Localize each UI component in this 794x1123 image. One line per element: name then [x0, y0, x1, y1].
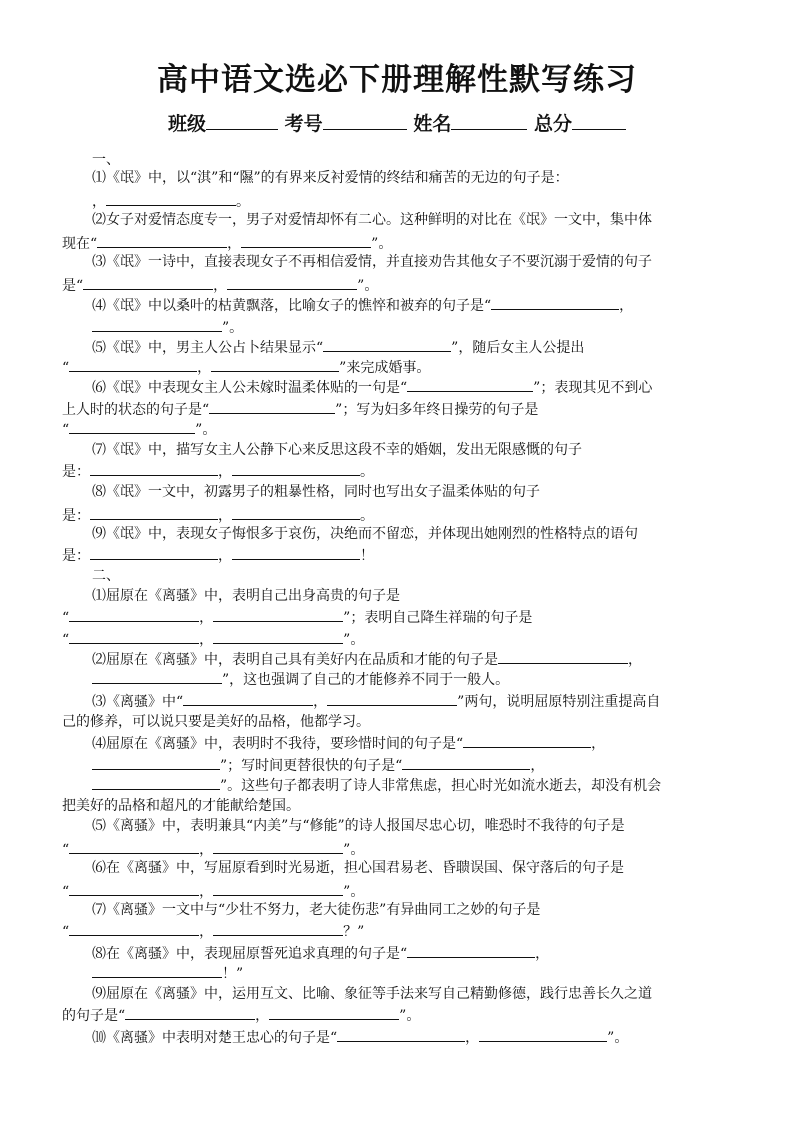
- question-text: 是：: [62, 548, 90, 564]
- question-text: “: [62, 884, 70, 900]
- question-line: [92, 858, 736, 878]
- question-text: 二、: [92, 568, 120, 584]
- question-line: [92, 732, 736, 754]
- question-text: ，: [313, 694, 328, 710]
- question-line: [62, 544, 736, 566]
- question-text: 的句子是“: [62, 1008, 126, 1024]
- question-line: [92, 150, 736, 170]
- answer-blank[interactable]: [213, 880, 343, 896]
- score-label: 总分: [533, 113, 572, 135]
- question-line: [92, 984, 736, 1004]
- answer-blank[interactable]: [92, 774, 220, 790]
- question-text: ，: [591, 736, 606, 752]
- score-blank[interactable]: [572, 111, 626, 130]
- question-text: ”。: [343, 842, 365, 858]
- question-text: ，: [199, 924, 214, 940]
- question-line: [92, 1026, 736, 1048]
- question-text: 一、: [92, 152, 120, 168]
- question-text: ，: [227, 236, 242, 252]
- question-text: ！: [360, 548, 374, 564]
- exam-no-label: 考号: [284, 113, 323, 135]
- question-line: [62, 274, 736, 296]
- question-text: ，: [465, 1030, 480, 1046]
- answer-blank[interactable]: [211, 356, 339, 372]
- question-text: ”。这些句子都表明了诗人非常焦虑，担心时光如流水逝去，却没有机会: [220, 778, 662, 794]
- question-line: [92, 648, 736, 670]
- question-text: ”。: [371, 236, 393, 252]
- question-line: [62, 606, 736, 628]
- answer-blank[interactable]: [227, 274, 357, 290]
- question-line: [62, 504, 736, 526]
- question-text: ”。: [343, 632, 365, 648]
- question-text: ”；表明自己降生祥瑞的句子是: [343, 610, 533, 626]
- answer-blank[interactable]: [92, 754, 220, 770]
- question-text: “: [62, 360, 70, 376]
- question-line: [62, 796, 736, 816]
- question-text: 上人时的状态的句子是“: [62, 402, 210, 418]
- answer-blank[interactable]: [90, 460, 218, 476]
- answer-blank[interactable]: [69, 418, 195, 434]
- question-text: ⑸《离骚》中，表明兼具“内美”与“修能”的诗人报国尽忠心切，唯恐时不我待的句子是: [92, 818, 625, 834]
- question-text: ，: [628, 652, 642, 668]
- question-text: ⑵屈原在《离骚》中，表明自己具有美好内在品质和才能的句子是: [92, 652, 498, 668]
- question-text: “: [62, 610, 70, 626]
- question-text: ，: [199, 884, 214, 900]
- question-line: [92, 168, 736, 188]
- answer-blank[interactable]: [69, 606, 199, 622]
- question-text: ”。: [343, 884, 365, 900]
- question-text: ”；写为妇多年终日操劳的句子是: [335, 402, 539, 418]
- question-text: ”，随后女主人公提出: [451, 340, 585, 356]
- question-line: [92, 566, 736, 586]
- question-text: ⑺《离骚》一文中与“少壮不努力，老大徒伤悲”有异曲同工之妙的句子是: [92, 902, 541, 918]
- question-text: “: [62, 842, 70, 858]
- question-text: ，: [535, 946, 550, 962]
- exam-no-blank[interactable]: [323, 111, 407, 130]
- answer-blank[interactable]: [491, 294, 619, 310]
- answer-blank[interactable]: [213, 920, 343, 936]
- answer-blank[interactable]: [69, 838, 199, 854]
- question-text: ”来完成婚事。: [339, 360, 431, 376]
- question-text: ，: [218, 508, 232, 524]
- question-text: ⑹在《离骚》中，写屈原看到时光易逝，担心国君易老、昏聩误国、保守落后的句子是: [92, 860, 624, 876]
- question-text: ，: [199, 842, 214, 858]
- question-line: [62, 460, 736, 482]
- question-line: [92, 942, 736, 964]
- question-line: [62, 1004, 736, 1026]
- answer-blank[interactable]: [213, 838, 343, 854]
- question-text: ！”: [222, 966, 244, 982]
- question-line: [62, 838, 736, 860]
- question-line: [62, 880, 736, 902]
- answer-blank[interactable]: [337, 1026, 465, 1042]
- answer-blank[interactable]: [327, 690, 457, 706]
- question-text: ”。: [222, 320, 244, 336]
- question-text: ⑼《氓》中，表现女子悔恨多于哀伤，决绝而不留恋，并体现出她刚烈的性格特点的语句: [92, 526, 638, 542]
- question-text: 是：: [62, 508, 90, 524]
- answer-blank[interactable]: [183, 690, 313, 706]
- name-label: 姓名: [413, 113, 452, 135]
- answer-blank[interactable]: [241, 232, 371, 248]
- page-title: 高中语文选必下册理解性默写练习: [157, 62, 637, 98]
- question-text: ，: [218, 548, 232, 564]
- question-text: ？”: [343, 924, 365, 940]
- answer-blank[interactable]: [69, 920, 199, 936]
- question-line: [92, 190, 736, 212]
- question-line: [92, 210, 736, 230]
- question-text: ”两句，说明屈原特别注重提高自: [457, 694, 661, 710]
- answer-blank[interactable]: [269, 1004, 399, 1020]
- question-line: [92, 754, 736, 776]
- question-line: [62, 232, 736, 254]
- answer-blank[interactable]: [209, 398, 335, 414]
- question-text: ⑻在《离骚》中，表现屈原誓死追求真理的句子是“: [92, 946, 408, 962]
- question-text: 。: [360, 508, 374, 524]
- question-text: ，: [92, 194, 106, 210]
- answer-blank[interactable]: [83, 274, 213, 290]
- question-text: ⑽《离骚》中表明对楚王忠心的句子是“: [92, 1030, 338, 1046]
- question-text: 。: [236, 194, 250, 210]
- question-text: ⑻《氓》一文中，初露男子的粗暴性格，同时也写出女子温柔体贴的句子: [92, 484, 540, 500]
- answer-blank[interactable]: [97, 232, 227, 248]
- answer-blank[interactable]: [232, 544, 360, 560]
- question-text: 是“: [62, 278, 84, 294]
- question-line: [92, 668, 736, 690]
- question-line: [92, 336, 736, 358]
- question-line: [92, 524, 736, 544]
- question-text: ，: [218, 464, 232, 480]
- answer-blank[interactable]: [106, 190, 236, 206]
- answer-blank[interactable]: [479, 1026, 607, 1042]
- question-line: [62, 398, 736, 420]
- student-info-row: [0, 110, 794, 138]
- question-text: ⑴《氓》中，以“淇”和“隰”的有界来反衬爱情的终结和痛苦的无边的句子是：: [92, 170, 569, 186]
- question-line: [92, 294, 736, 316]
- answer-blank[interactable]: [69, 880, 199, 896]
- answer-blank[interactable]: [90, 504, 218, 520]
- question-text: ”，这也强调了自己的才能修养不同于一般人。: [222, 672, 510, 688]
- question-line: [62, 418, 736, 440]
- question-text: ⑶《离骚》中“: [92, 694, 184, 710]
- answer-blank[interactable]: [323, 336, 451, 352]
- question-text: 把美好的品格和超凡的才能献给楚国。: [62, 798, 300, 814]
- question-text: 现在“: [62, 236, 98, 252]
- answer-blank[interactable]: [407, 376, 533, 392]
- class-label: 班级: [168, 113, 207, 135]
- question-line: [92, 252, 736, 272]
- question-line: [92, 482, 736, 502]
- question-text: ，: [199, 610, 214, 626]
- question-line: [92, 816, 736, 836]
- question-text: ”；写时间更替很快的句子是“: [220, 758, 403, 774]
- question-text: ⑷屈原在《离骚》中，表明时不我待，要珍惜时间的句子是“: [92, 736, 464, 752]
- question-line: [62, 356, 736, 378]
- question-text: ⑷《氓》中以桑叶的枯黄飘落，比喻女子的憔悴和被弃的句子是“: [92, 298, 492, 314]
- answer-blank[interactable]: [213, 606, 343, 622]
- question-text: 是：: [62, 464, 90, 480]
- question-text: ”。: [357, 278, 379, 294]
- question-line: [62, 920, 736, 942]
- answer-blank[interactable]: [125, 1004, 255, 1020]
- question-text: 。: [360, 464, 374, 480]
- question-text: ，: [199, 632, 214, 648]
- answer-blank[interactable]: [92, 668, 222, 684]
- question-text: “: [62, 422, 70, 438]
- question-text: ，: [255, 1008, 270, 1024]
- question-text: ”。: [607, 1030, 629, 1046]
- answer-blank[interactable]: [498, 648, 628, 664]
- answer-blank[interactable]: [213, 628, 343, 644]
- question-text: ，: [197, 360, 212, 376]
- question-line: [92, 316, 736, 338]
- answer-blank[interactable]: [92, 316, 222, 332]
- question-line: [92, 690, 736, 712]
- question-text: ⑶《氓》一诗中，直接表现女子不再相信爱情，并直接劝告其他女子不要沉溺于爱情的句子: [92, 254, 652, 270]
- question-text: “: [62, 632, 70, 648]
- question-text: ⑺《氓》中，描写女主人公静下心来反思这段不幸的婚姻，发出无限感慨的句子: [92, 442, 582, 458]
- answer-blank[interactable]: [90, 544, 218, 560]
- question-line: [92, 900, 736, 920]
- answer-blank[interactable]: [69, 628, 199, 644]
- answer-blank[interactable]: [463, 732, 591, 748]
- question-line: [62, 712, 736, 732]
- question-text: ”。: [195, 422, 217, 438]
- answer-blank[interactable]: [69, 356, 197, 372]
- question-text: ”。: [399, 1008, 421, 1024]
- question-line: [92, 962, 736, 984]
- question-text: ，: [530, 758, 545, 774]
- question-text: 己的修养，可以说只要是美好的品格，他都学习。: [62, 714, 370, 730]
- question-text: ⑹《氓》中表现女主人公未嫁时温柔体贴的一句是“: [92, 380, 408, 396]
- answer-blank[interactable]: [402, 754, 530, 770]
- answer-blank[interactable]: [232, 504, 360, 520]
- question-line: [92, 376, 736, 398]
- question-text: ，: [619, 298, 634, 314]
- question-text: ⑼屈原在《离骚》中，运用互文、比喻、象征等手法来写自己精勤修德，践行忠善长久之道: [92, 986, 652, 1002]
- question-line: [92, 774, 736, 796]
- answer-blank[interactable]: [92, 962, 222, 978]
- question-text: ”；表现其见不到心: [533, 380, 653, 396]
- question-line: [62, 628, 736, 650]
- answer-blank[interactable]: [232, 460, 360, 476]
- question-line: [92, 586, 736, 606]
- name-blank[interactable]: [451, 111, 527, 130]
- question-text: ⑴屈原在《离骚》中，表明自己出身高贵的句子是: [92, 588, 400, 604]
- class-blank[interactable]: [206, 111, 278, 130]
- question-text: ，: [213, 278, 228, 294]
- question-text: ⑸《氓》中，男主人公占卜结果显示“: [92, 340, 324, 356]
- question-line: [92, 440, 736, 460]
- question-text: ⑵女子对爱情态度专一，男子对爱情却怀有二心。这种鲜明的对比在《氓》一文中，集中体: [92, 212, 652, 228]
- question-text: “: [62, 924, 70, 940]
- answer-blank[interactable]: [407, 942, 535, 958]
